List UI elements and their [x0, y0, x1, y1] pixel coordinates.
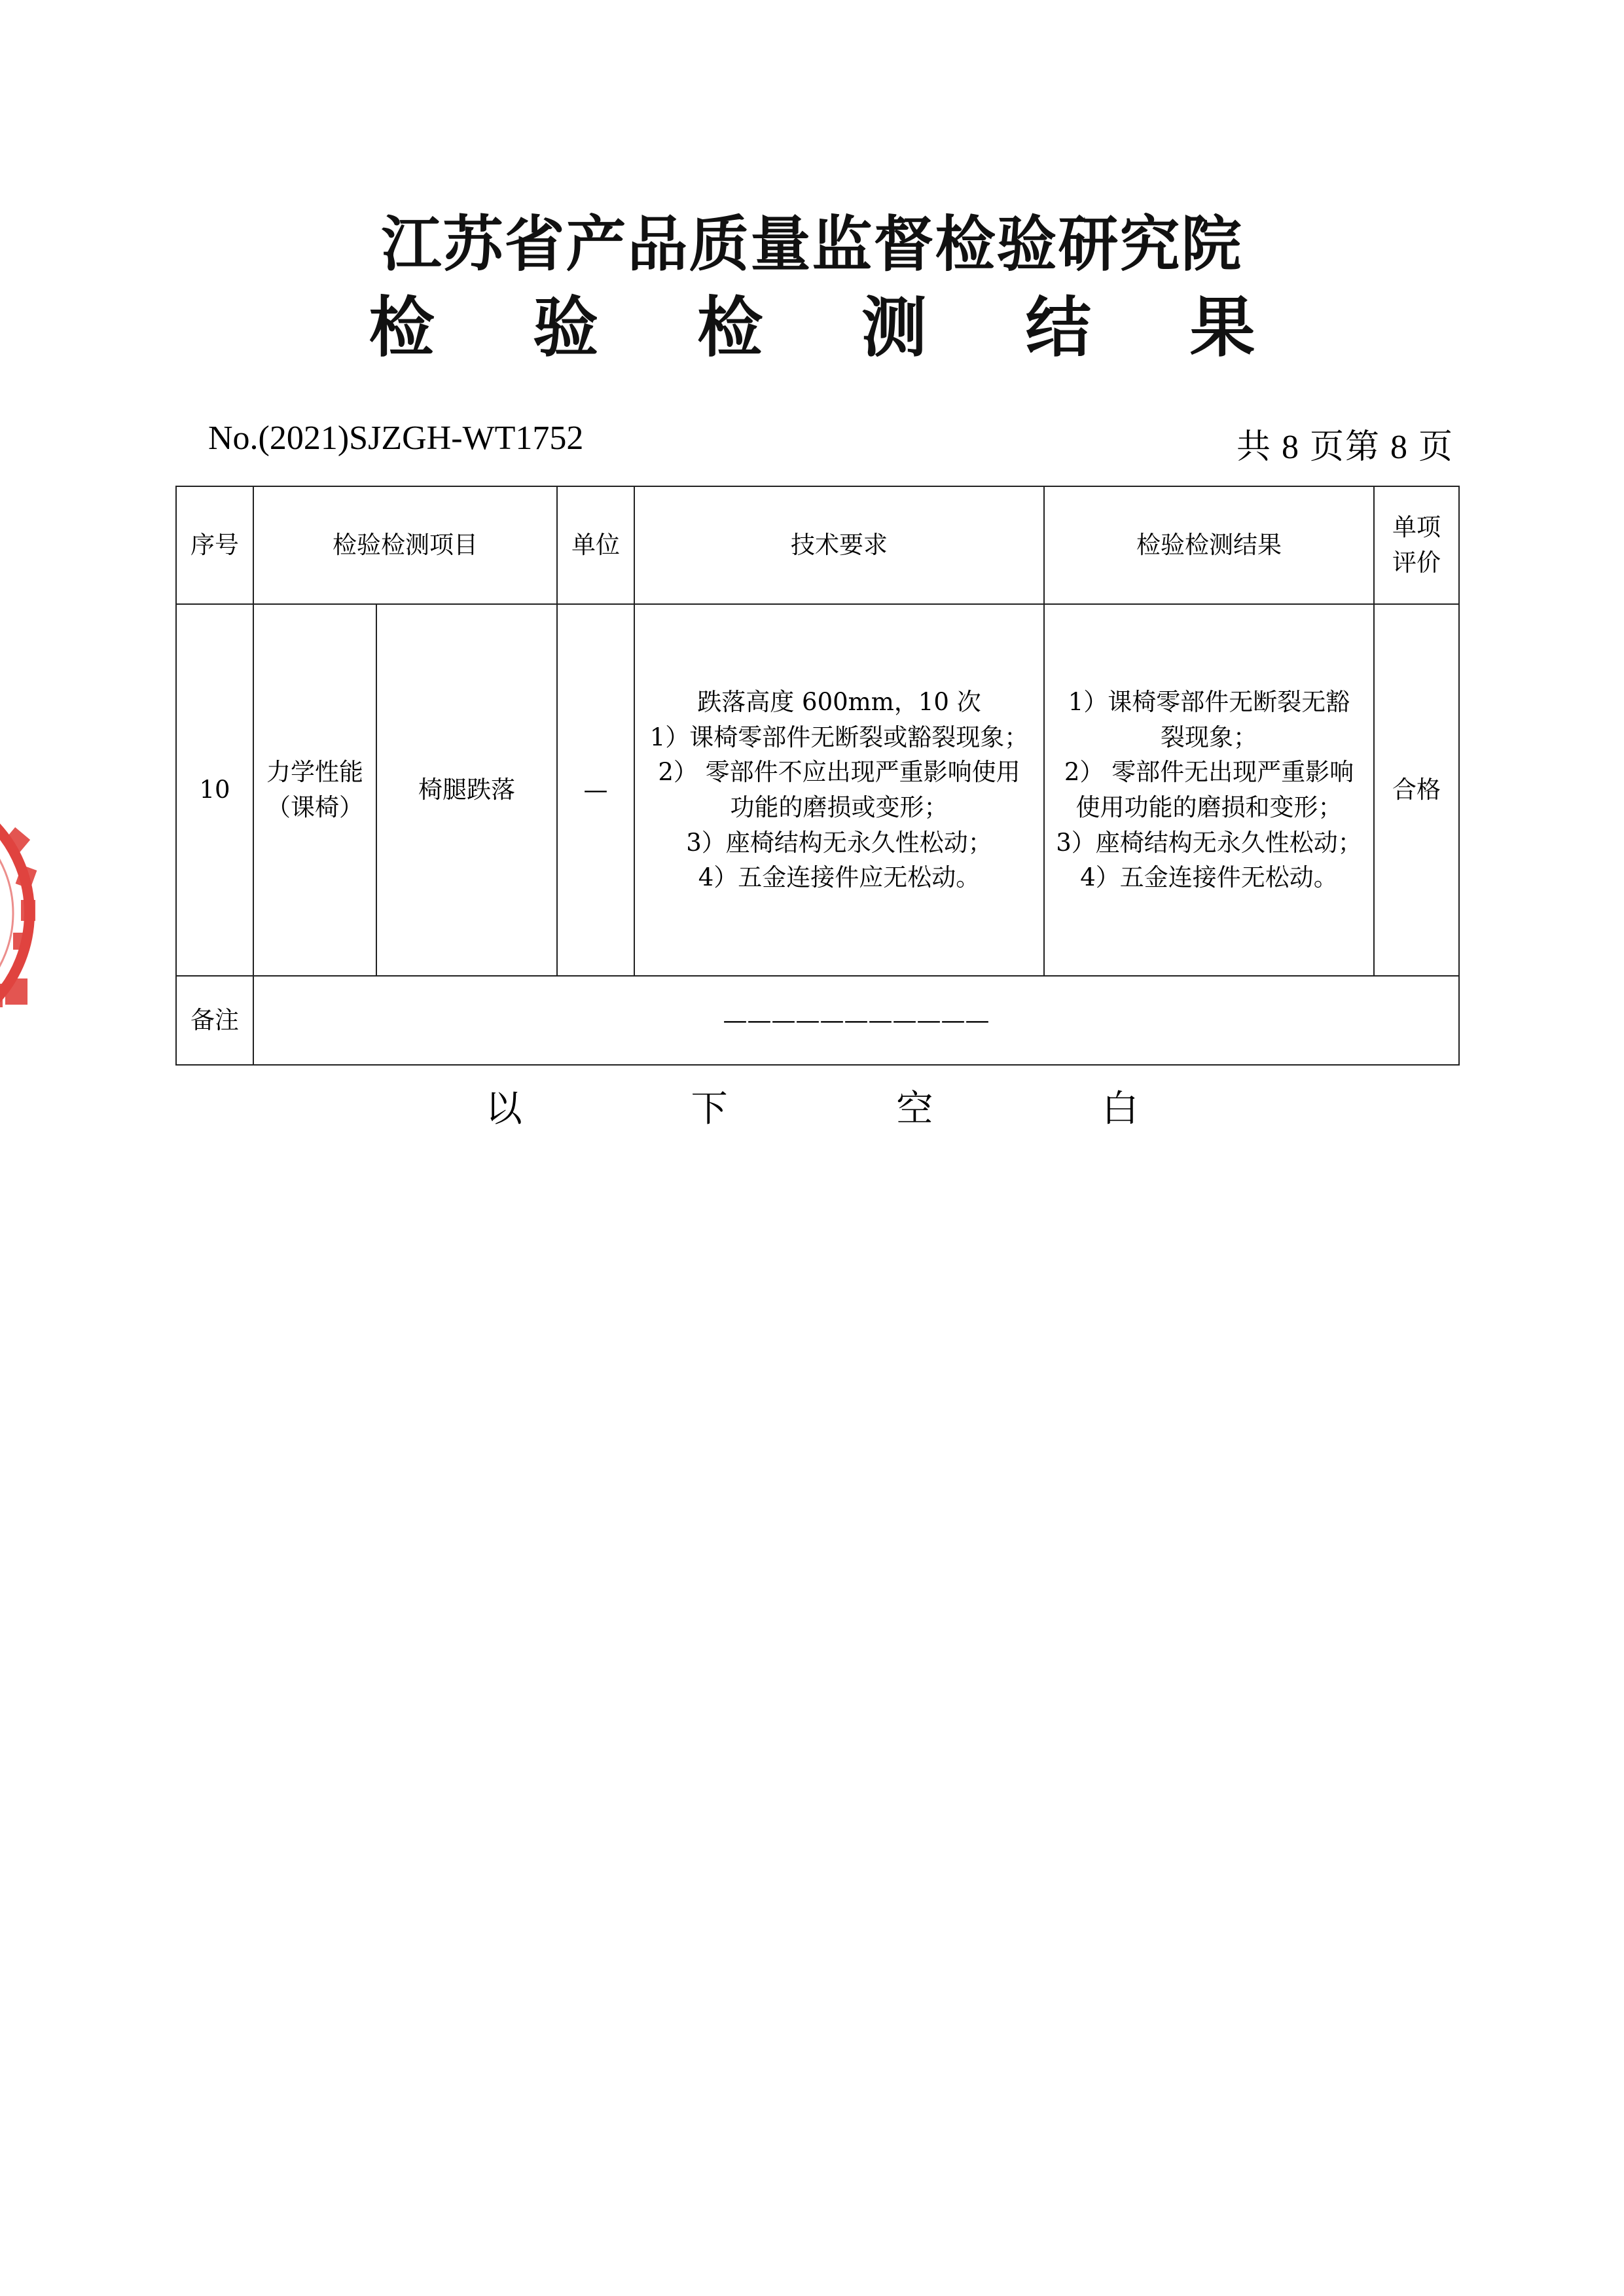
remarks-value: ———————————: [253, 976, 1459, 1065]
row-requirement: [634, 604, 1044, 976]
row-result: [1044, 604, 1374, 976]
row-item: 椅腿跌落: [376, 604, 557, 976]
row-category-line1: 力学性能: [266, 758, 363, 787]
header-evaluation: [1374, 486, 1459, 604]
page-current: 8: [1390, 429, 1409, 466]
remarks-row: [176, 976, 1459, 1065]
report-number: No.(2021)SJZGH-WT1752: [208, 420, 584, 457]
row-evaluation: 合格: [1374, 604, 1459, 976]
blank-below-notice: 以 下 空 白: [485, 1088, 1218, 1130]
result-line: 4）五金连接件无松动。: [1080, 863, 1338, 892]
result-line: 2） 零部件无出现严重影响: [1064, 758, 1354, 787]
row-category-line2: （课椅）: [266, 793, 363, 821]
table-row: [176, 604, 1459, 976]
requirement-line: 3）座椅结构无永久性松动；: [686, 828, 992, 857]
remarks-label: 备注: [176, 976, 253, 1065]
result-line: 使用功能的磨损和变形；: [1075, 793, 1343, 821]
page-mid: 页第: [1309, 429, 1380, 466]
row-seq: 10: [176, 604, 253, 976]
header-evaluation-line2: 评价: [1392, 548, 1441, 577]
requirement-line: 4）五金连接件应无松动。: [698, 863, 981, 892]
requirement-line: 跌落高度 600mm，10 次: [697, 688, 981, 717]
results-table: [175, 486, 1460, 1066]
header-result: 检验检测结果: [1044, 486, 1374, 604]
requirement-line: 1）课椅零部件无断裂或豁裂现象；: [649, 723, 1029, 751]
page-total: 8: [1281, 429, 1300, 466]
header-unit: 单位: [557, 486, 634, 604]
row-category: [253, 604, 376, 976]
header-seq: 序号: [176, 486, 253, 604]
requirement-line: 2） 零部件不应出现严重影响使用: [658, 758, 1020, 787]
document-title: 检 验 检 测 结 果: [369, 289, 1293, 366]
requirement-line: 功能的磨损或变形；: [730, 793, 948, 821]
header-requirement: 技术要求: [634, 486, 1044, 604]
result-line: 1）课椅零部件无断裂无豁: [1068, 688, 1350, 717]
header-evaluation-line1: 单项: [1392, 513, 1441, 542]
institute-name: 江苏省产品质量监督检验研究院: [381, 209, 1243, 279]
official-seal: [0, 769, 52, 1057]
page-suffix: 页: [1418, 429, 1454, 466]
header-item: 检验检测项目: [253, 486, 557, 604]
table-header-row: [176, 486, 1459, 604]
result-line: 裂现象；: [1161, 723, 1257, 751]
row-unit: —: [557, 604, 634, 976]
page-prefix: 共: [1236, 429, 1272, 466]
page-info: [1236, 419, 1454, 468]
result-line: 3）座椅结构无永久性松动；: [1056, 828, 1362, 857]
